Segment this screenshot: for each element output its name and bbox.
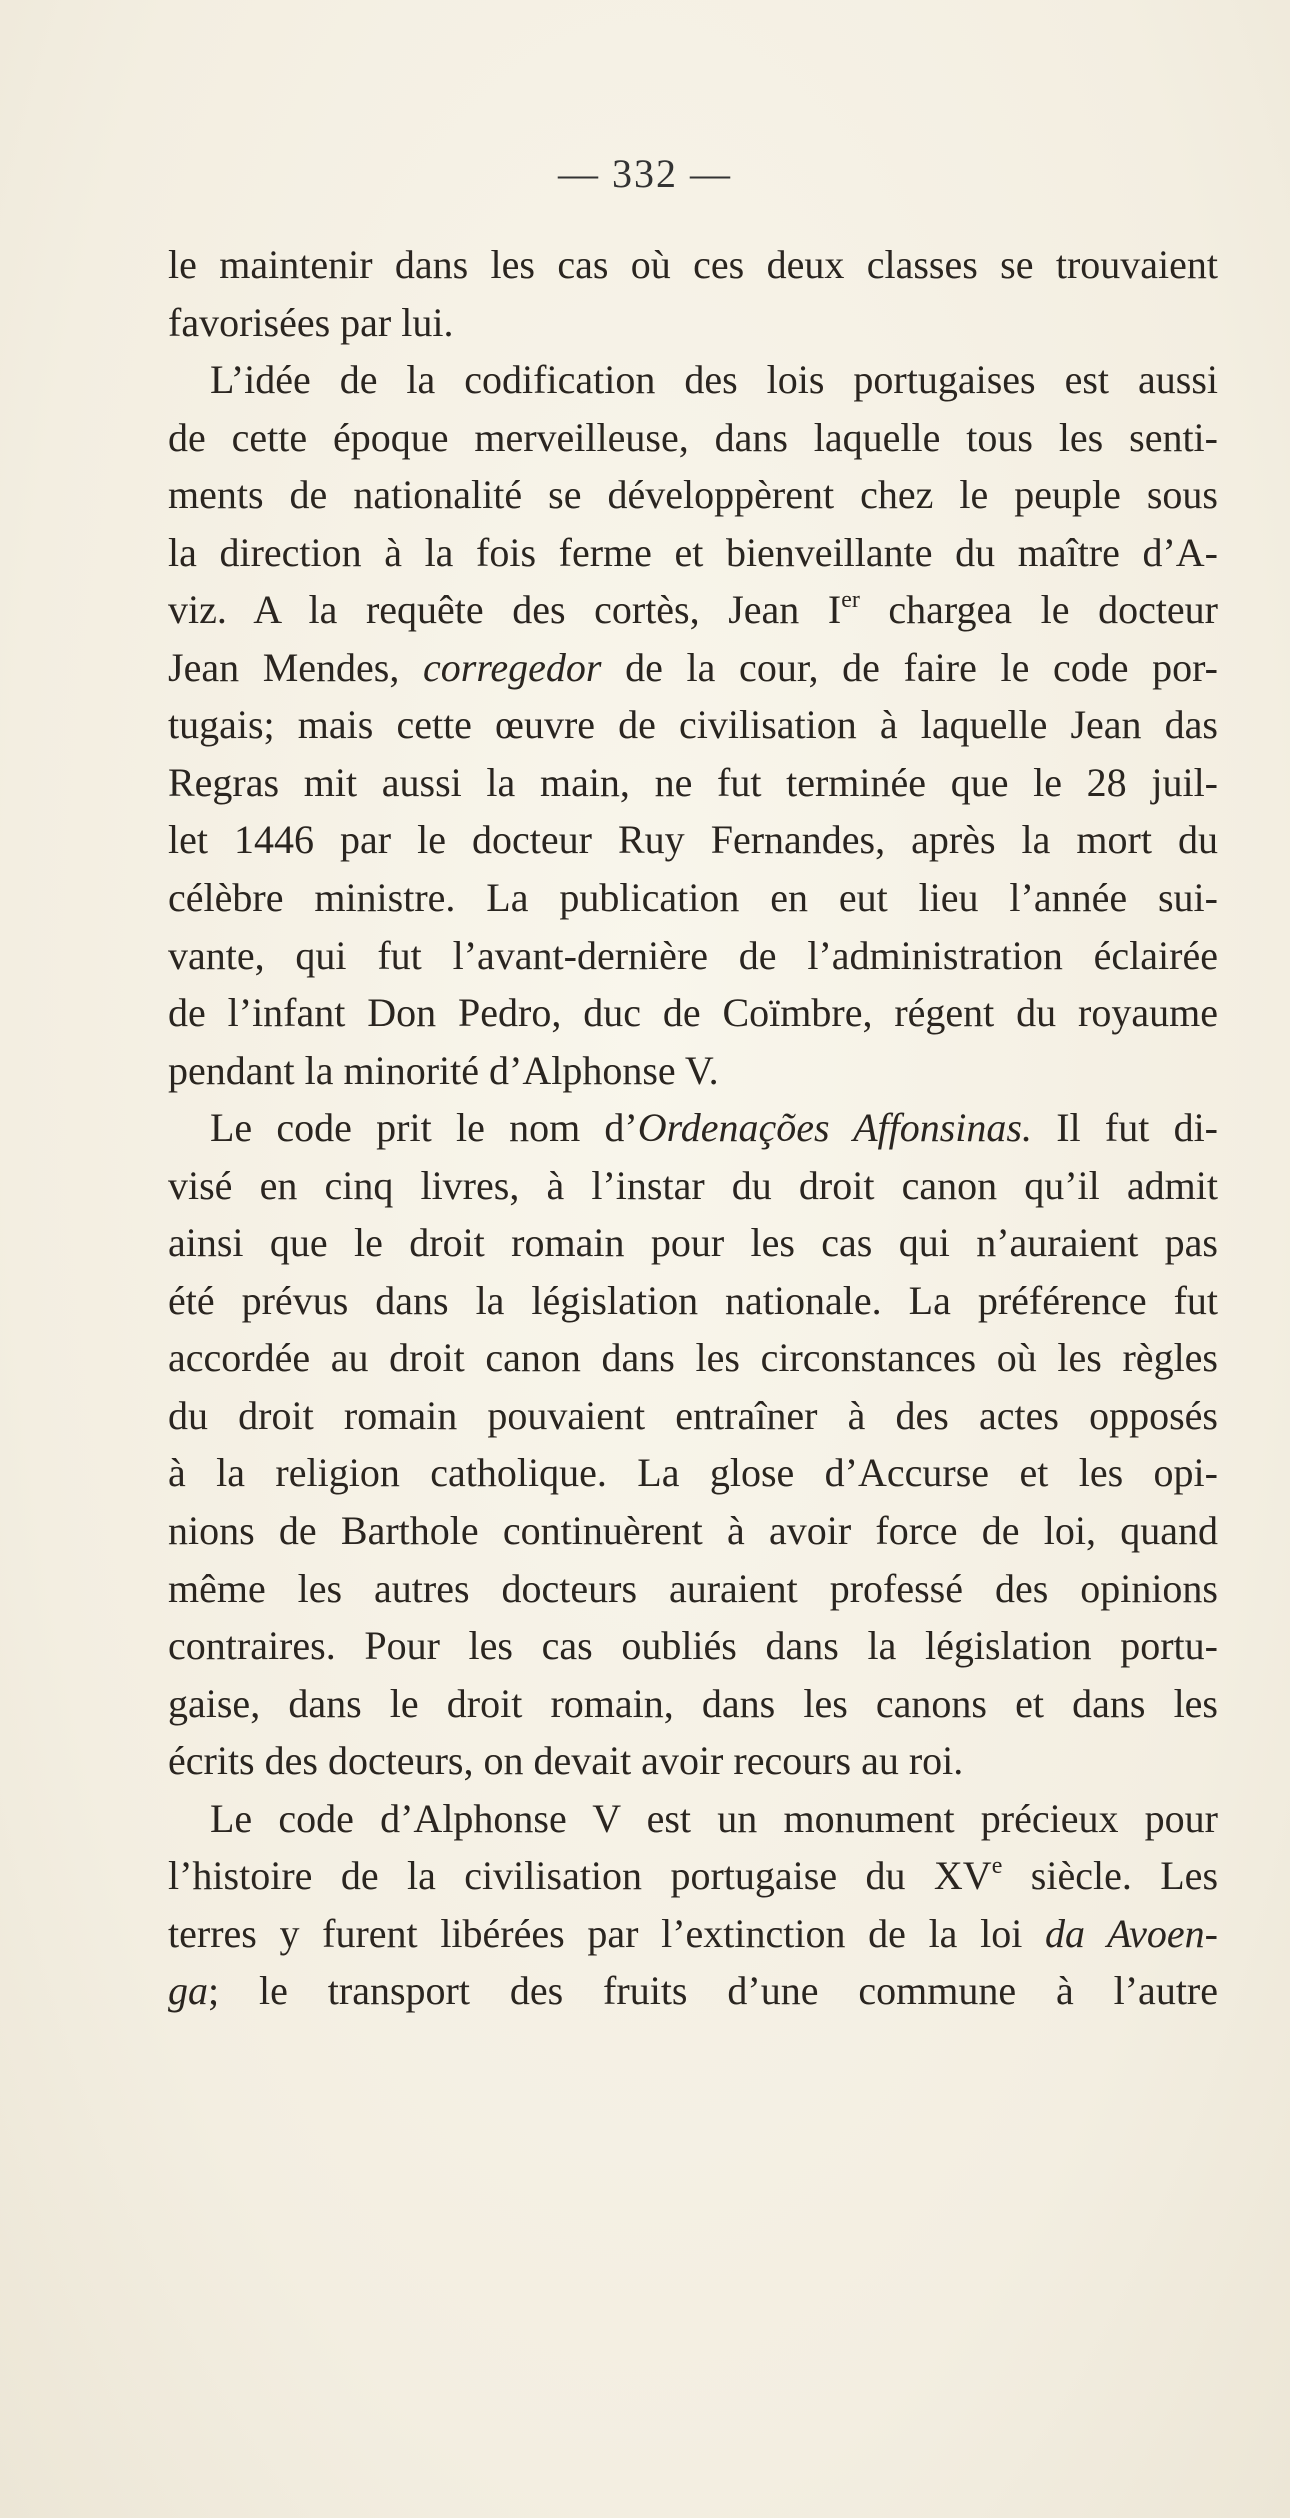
text-line: visé en cinq livres, à l’instar du droit canon qu’il admit	[168, 1162, 1218, 1208]
text-line: de cette époque merveilleuse, dans laquelle tous les senti-	[168, 414, 1218, 460]
text-line: le maintenir dans les cas où ces deux classes se trouvaient	[168, 242, 1218, 287]
text-line: accordée au droit canon dans les circonstances où les règles	[168, 1335, 1218, 1381]
text-run: l’histoire de la civilisation portugaise du XV	[168, 1853, 992, 1899]
text-line: favorisées par lui.	[168, 299, 454, 345]
text-line	[168, 581, 1218, 639]
text-line: Le code d’Alphonse V est un monument précieux pour	[210, 1795, 1218, 1841]
superscript: e	[991, 1852, 1003, 1879]
text-line: ainsi que le droit romain pour les cas qui n’auraient pas	[168, 1220, 1218, 1266]
italic-term: Ordenações Affonsinas.	[637, 1105, 1032, 1151]
text-line	[168, 1099, 1218, 1157]
page-number: — 332 —	[558, 151, 732, 196]
text-run: Il fut di-	[1031, 1105, 1219, 1151]
text-line: la direction à la fois ferme et bienveillante du maître d’A-	[168, 529, 1218, 575]
text-line: même les autres docteurs auraient professé des opinions	[168, 1565, 1218, 1611]
text-line: nions de Barthole continuèrent à avoir force de loi, quand	[168, 1508, 1218, 1554]
text-run: Le code prit le nom d’	[210, 1105, 638, 1151]
text-line	[168, 639, 1218, 697]
text-run: ; le transport des fruits d’une commune à l’autre	[208, 1968, 1218, 2014]
text-run: chargea le docteur	[859, 587, 1219, 633]
text-line: de l’infant Don Pedro, duc de Coïmbre, régent du royaume	[168, 990, 1218, 1036]
text-run: siècle. Les	[1002, 1853, 1219, 1899]
text-run: viz. A la requête des cortès, Jean I	[168, 587, 842, 633]
text-line: contraires. Pour les cas oubliés dans la législation portu-	[168, 1623, 1218, 1669]
text-line: été prévus dans la législation nationale. La préférence fut	[168, 1277, 1218, 1323]
text-line: gaise, dans le droit romain, dans les canons et dans les	[168, 1680, 1218, 1726]
text-line: célèbre ministre. La publication en eut lieu l’année sui-	[168, 875, 1218, 921]
italic-term: corregedor	[423, 644, 602, 690]
text-line: du droit romain pouvaient entraîner à des actes opposés	[168, 1392, 1218, 1438]
italic-term: da Avoen-	[1045, 1910, 1218, 1956]
text-line	[168, 1905, 1218, 1963]
italic-term: ga	[168, 1968, 208, 2014]
text-line	[168, 1847, 1218, 1905]
text-line: tugais; mais cette œuvre de civilisation à laquelle Jean das	[168, 702, 1218, 748]
text-line: ments de nationalité se développèrent chez le peuple sous	[168, 472, 1218, 518]
text-line	[168, 1962, 1218, 2020]
text-line: L’idée de la codification des lois portugaises est aussi	[210, 357, 1218, 403]
text-line: let 1446 par le docteur Ruy Fernandes, après la mort du	[168, 817, 1218, 863]
superscript: er	[841, 586, 860, 613]
text-run: Jean Mendes,	[168, 644, 424, 690]
text-line: écrits des docteurs, on devait avoir recours au roi.	[168, 1738, 964, 1784]
text-line: à la religion catholique. La glose d’Accurse et les opi-	[168, 1450, 1218, 1496]
text-run: terres y furent libérées par l’extinction de la loi	[168, 1910, 1045, 1956]
text-line: vante, qui fut l’avant-dernière de l’administration éclairée	[168, 932, 1218, 978]
text-line: pendant la minorité d’Alphonse V.	[168, 1047, 719, 1093]
body-text	[168, 236, 1218, 2020]
text-run: de la cour, de faire le code por-	[601, 644, 1218, 690]
text-line: Regras mit aussi la main, ne fut terminée que le 28 juil-	[168, 759, 1218, 805]
